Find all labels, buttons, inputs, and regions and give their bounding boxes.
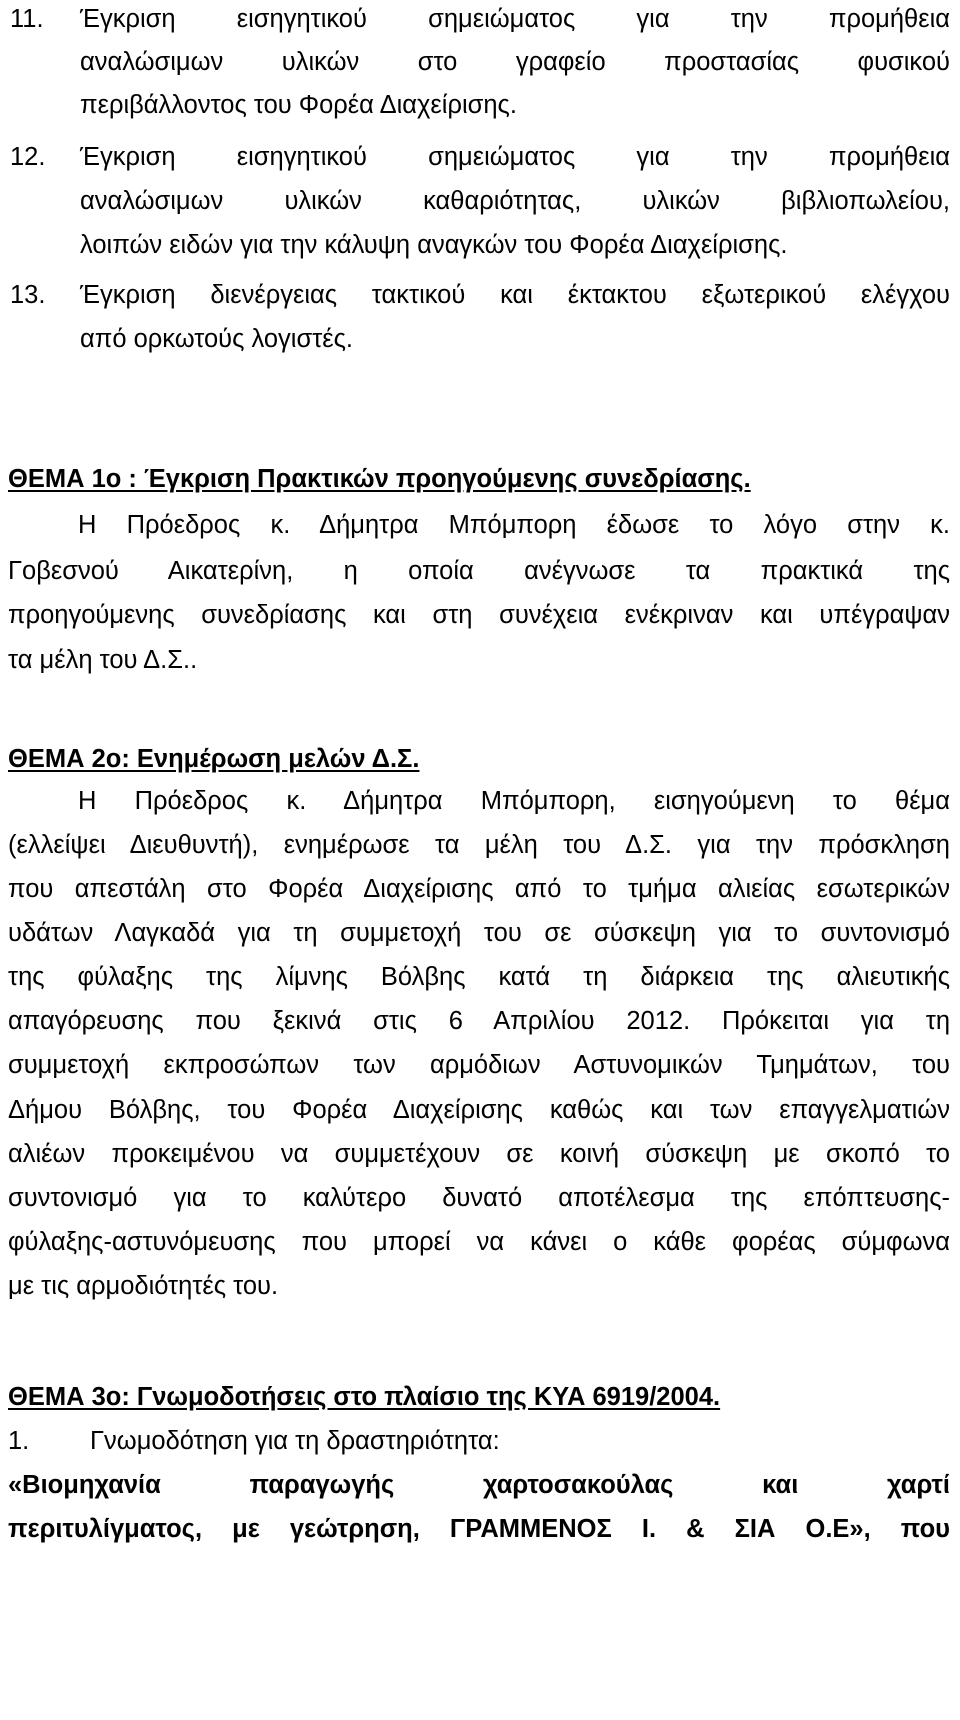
topic-2-paragraph-line: (ελλείψει Διευθυντή), ενημέρωσε τα μέλη του Δ.Σ. για την πρόσκληση	[8, 831, 950, 859]
list-item-text: Έγκριση εισηγητικού σημειώματος για την προμήθεια	[80, 5, 950, 33]
list-item-text: Έγκριση εισηγητικού σημειώματος για την προμήθεια	[80, 143, 950, 171]
list-item-text: λοιπών ειδών για την κάλυψη αναγκών του Φορέα Διαχείρισης.	[80, 231, 788, 259]
topic-2-paragraph-line: Δήμου Βόλβης, του Φορέα Διαχείρισης καθώς και των επαγγελματιών	[8, 1096, 950, 1124]
topic-3-heading: ΘΕΜΑ 3ο: Γνωμοδοτήσεις στο πλαίσιο της ΚΥΑ 6919/2004.	[8, 1383, 721, 1411]
list-item-text: περιβάλλοντος του Φορέα Διαχείρισης.	[80, 91, 517, 119]
topic-2-paragraph-line: αλιέων προκειμένου να συμμετέχουν σε κοινή σύσκεψη με σκοπό το	[8, 1140, 950, 1168]
list-item-text: αναλώσιμων υλικών στο γραφείο προστασίας φυσικού	[80, 48, 950, 76]
topic-2-paragraph-line: με τις αρμοδιότητές του.	[8, 1272, 279, 1300]
topic-2-paragraph-line: που απεστάλη στο Φορέα Διαχείρισης από το τμήμα αλιείας εσωτερικών	[8, 875, 950, 903]
list-number: 13.	[10, 281, 46, 309]
topic-1-paragraph-line: τα μέλη του Δ.Σ..	[8, 646, 198, 674]
topic-1-heading: ΘΕΜΑ 1ο : Έγκριση Πρακτικών προηγούμενης συνεδρίασης.	[8, 465, 751, 493]
activity-title-line: περιτυλίγματος, με γεώτρηση, ΓΡΑΜΜΕΝΟΣ Ι. & ΣΙΑ Ο.Ε», που	[8, 1515, 950, 1543]
topic-2-heading: ΘΕΜΑ 2ο: Ενημέρωση μελών Δ.Σ.	[8, 745, 420, 773]
document-page	[8, 0, 952, 1720]
topic-1-paragraph-line: προηγούμενης συνεδρίασης και στη συνέχεια ενέκριναν και υπέγραψαν	[8, 601, 950, 629]
list-item-text: από ορκωτούς λογιστές.	[80, 325, 354, 353]
topic-2-paragraph-line: υδάτων Λαγκαδά για τη συμμετοχή του σε σύσκεψη για το συντονισμό	[8, 919, 950, 947]
topic-2-paragraph-line: συντονισμό για το καλύτερο δυνατό αποτέλεσμα της επόπτευσης-	[8, 1184, 950, 1212]
activity-title-line: «Βιομηχανία παραγωγής χαρτοσακούλας και χαρτί	[8, 1471, 950, 1499]
list-item-text: αναλώσιμων υλικών καθαριότητας, υλικών βιβλιοπωλείου,	[80, 187, 950, 215]
topic-2-paragraph-line: Η Πρόεδρος κ. Δήμητρα Μπόμπορη, εισηγούμενη το θέμα	[78, 787, 950, 815]
topic-1-paragraph-line: Η Πρόεδρος κ. Δήμητρα Μπόμπορη έδωσε το λόγο στην κ.	[78, 511, 950, 539]
subitem-number: 1.	[8, 1427, 30, 1455]
subitem-text: Γνωμοδότηση για τη δραστηριότητα:	[90, 1427, 500, 1455]
topic-1-paragraph-line: Γοβεσνού Αικατερίνη, η οποία ανέγνωσε τα πρακτικά της	[8, 557, 950, 585]
list-number: 11.	[10, 5, 44, 33]
topic-2-paragraph-line: απαγόρευσης που ξεκινά στις 6 Απριλίου 2012. Πρόκειται για τη	[8, 1007, 950, 1035]
topic-2-paragraph-line: συμμετοχή εκπροσώπων των αρμόδιων Αστυνομικών Τμημάτων, του	[8, 1051, 950, 1079]
list-item-text: Έγκριση διενέργειας τακτικού και έκτακτου εξωτερικού ελέγχου	[80, 281, 950, 309]
topic-2-paragraph-line: της φύλαξης της λίμνης Βόλβης κατά τη διάρκεια της αλιευτικής	[8, 963, 950, 991]
list-number: 12.	[10, 143, 46, 171]
topic-2-paragraph-line: φύλαξης-αστυνόμευσης που μπορεί να κάνει ο κάθε φορέας σύμφωνα	[8, 1228, 950, 1256]
